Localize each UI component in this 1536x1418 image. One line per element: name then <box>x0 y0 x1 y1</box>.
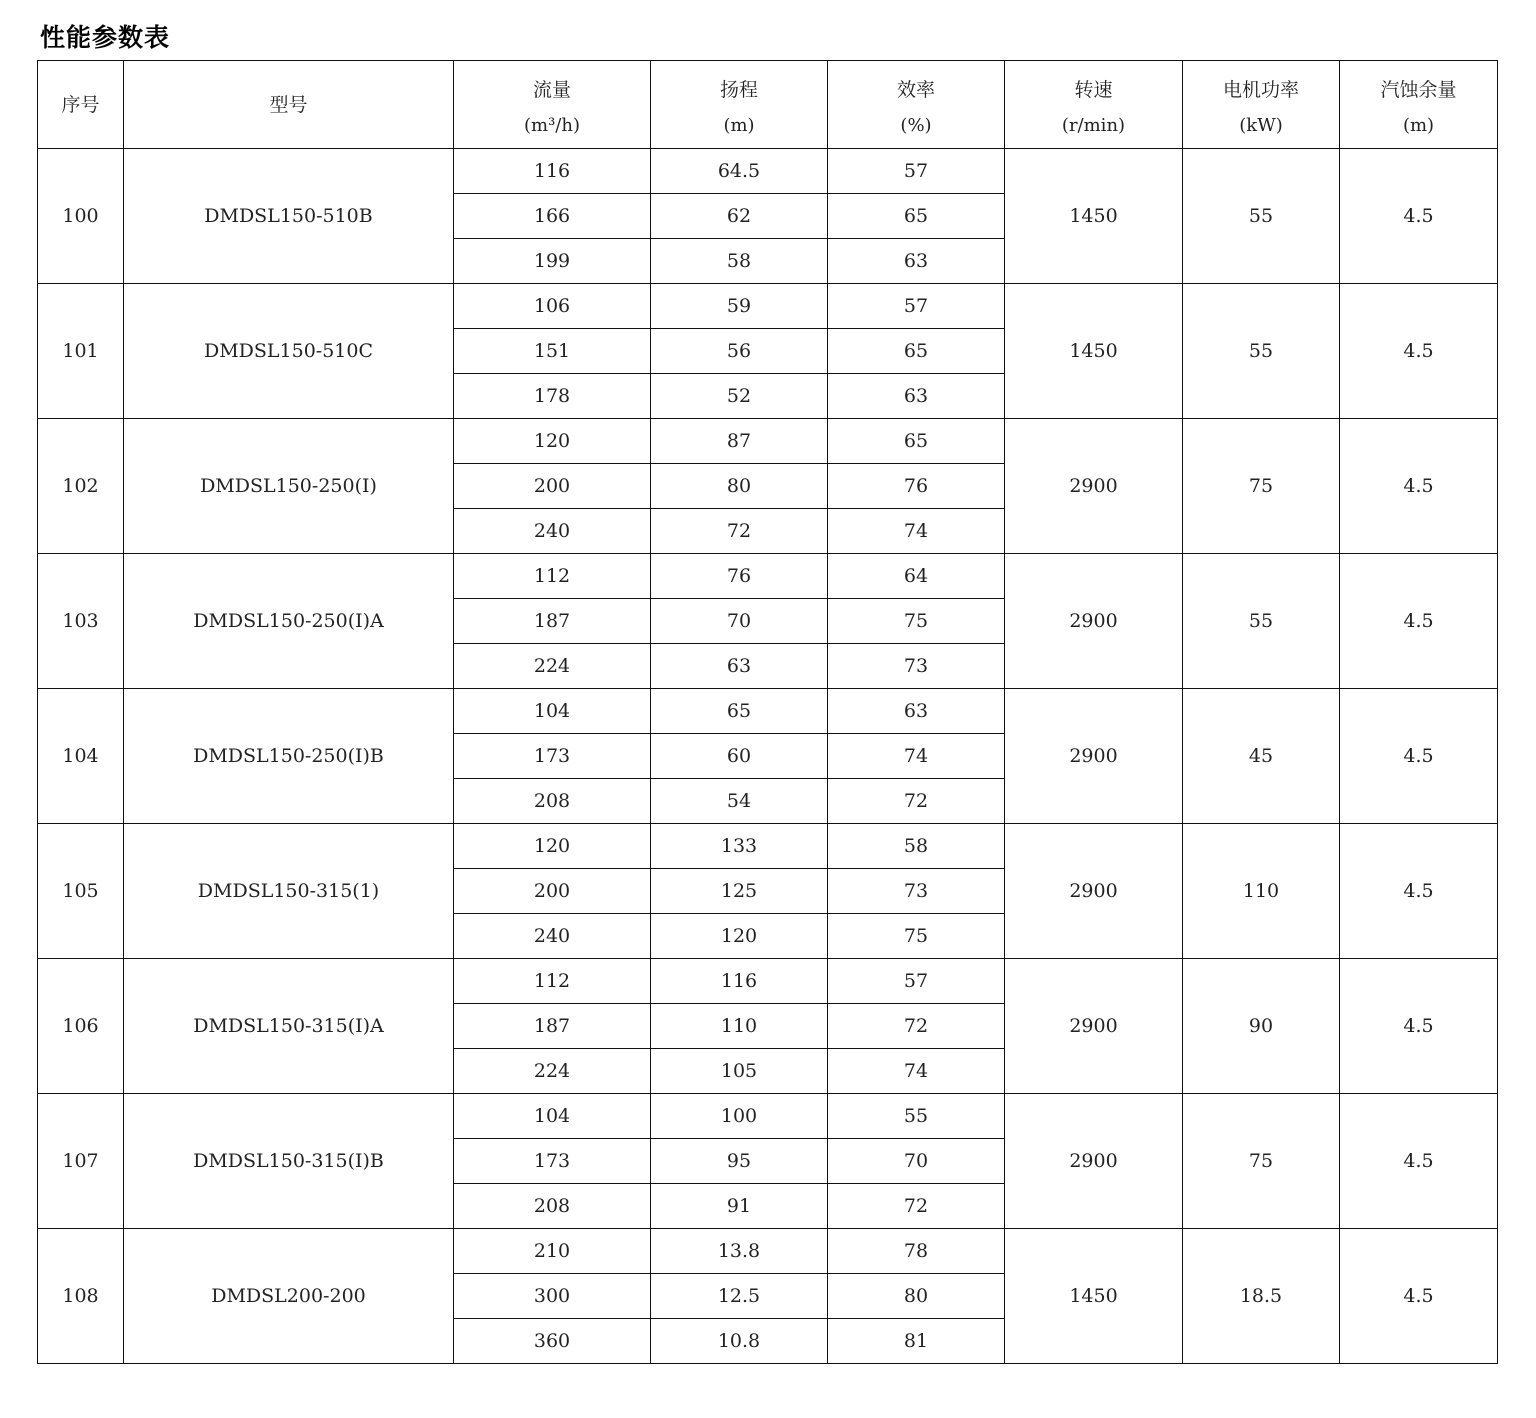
cell-efficiency: 63 <box>828 689 1005 734</box>
cell-power: 110 <box>1183 824 1340 959</box>
table-row <box>38 1094 1498 1139</box>
cell-speed: 2900 <box>1005 959 1183 1094</box>
cell-flow: 240 <box>454 914 651 959</box>
header-model <box>124 61 454 149</box>
table-row <box>38 284 1498 329</box>
table-row <box>38 959 1498 1004</box>
table-row <box>38 689 1498 734</box>
cell-npsh: 4.5 <box>1340 1229 1498 1364</box>
header-efficiency-unit: (%) <box>900 114 932 136</box>
cell-efficiency: 63 <box>828 374 1005 419</box>
table-row <box>38 554 1498 599</box>
table-header <box>38 61 1498 149</box>
cell-speed: 2900 <box>1005 689 1183 824</box>
cell-flow: 120 <box>454 824 651 869</box>
cell-efficiency: 76 <box>828 464 1005 509</box>
cell-no: 104 <box>38 689 124 824</box>
cell-efficiency: 64 <box>828 554 1005 599</box>
cell-head: 54 <box>651 779 828 824</box>
cell-efficiency: 72 <box>828 1184 1005 1229</box>
cell-npsh: 4.5 <box>1340 959 1498 1094</box>
cell-efficiency: 63 <box>828 239 1005 284</box>
cell-head: 87 <box>651 419 828 464</box>
cell-head: 62 <box>651 194 828 239</box>
cell-head: 120 <box>651 914 828 959</box>
cell-npsh: 4.5 <box>1340 689 1498 824</box>
cell-head: 72 <box>651 509 828 554</box>
cell-flow: 200 <box>454 464 651 509</box>
cell-head: 100 <box>651 1094 828 1139</box>
cell-efficiency: 78 <box>828 1229 1005 1274</box>
header-head-unit: (m) <box>723 114 755 136</box>
cell-efficiency: 57 <box>828 959 1005 1004</box>
cell-flow: 166 <box>454 194 651 239</box>
cell-flow: 200 <box>454 869 651 914</box>
cell-no: 106 <box>38 959 124 1094</box>
cell-efficiency: 80 <box>828 1274 1005 1319</box>
header-no <box>38 61 124 149</box>
cell-head: 52 <box>651 374 828 419</box>
header-npsh-unit: (m) <box>1402 114 1435 136</box>
cell-flow: 104 <box>454 1094 651 1139</box>
cell-efficiency: 65 <box>828 329 1005 374</box>
cell-power: 45 <box>1183 689 1340 824</box>
cell-flow: 112 <box>454 554 651 599</box>
cell-model: DMDSL150-250(I)B <box>124 689 454 824</box>
header-flow-label: 流量 <box>532 78 571 101</box>
cell-efficiency: 65 <box>828 419 1005 464</box>
cell-no: 105 <box>38 824 124 959</box>
cell-efficiency: 74 <box>828 509 1005 554</box>
table-row <box>38 1229 1498 1274</box>
table-row <box>38 149 1498 194</box>
cell-model: DMDSL150-250(I)A <box>124 554 454 689</box>
cell-flow: 224 <box>454 644 651 689</box>
cell-head: 116 <box>651 959 828 1004</box>
header-efficiency <box>828 61 1005 149</box>
cell-head: 76 <box>651 554 828 599</box>
cell-npsh: 4.5 <box>1340 1094 1498 1229</box>
cell-no: 103 <box>38 554 124 689</box>
cell-efficiency: 72 <box>828 1004 1005 1049</box>
cell-flow: 187 <box>454 1004 651 1049</box>
cell-npsh: 4.5 <box>1340 149 1498 284</box>
cell-efficiency: 70 <box>828 1139 1005 1184</box>
header-npsh <box>1340 61 1498 149</box>
header-power-label: 电机功率 <box>1222 78 1299 101</box>
cell-npsh: 4.5 <box>1340 554 1498 689</box>
header-power-unit: (kW) <box>1239 114 1283 136</box>
cell-no: 100 <box>38 149 124 284</box>
header-npsh-label: 汽蚀余量 <box>1380 78 1457 101</box>
header-model-label: 型号 <box>269 93 308 116</box>
cell-flow: 173 <box>454 734 651 779</box>
cell-head: 133 <box>651 824 828 869</box>
cell-power: 18.5 <box>1183 1229 1340 1364</box>
cell-head: 13.8 <box>651 1229 828 1274</box>
cell-flow: 208 <box>454 1184 651 1229</box>
cell-model: DMDSL200-200 <box>124 1229 454 1364</box>
cell-speed: 2900 <box>1005 1094 1183 1229</box>
cell-head: 65 <box>651 689 828 734</box>
cell-head: 10.8 <box>651 1319 828 1364</box>
cell-model: DMDSL150-510C <box>124 284 454 419</box>
cell-flow: 210 <box>454 1229 651 1274</box>
header-flow <box>454 61 651 149</box>
cell-flow: 199 <box>454 239 651 284</box>
cell-no: 102 <box>38 419 124 554</box>
cell-head: 59 <box>651 284 828 329</box>
cell-npsh: 4.5 <box>1340 824 1498 959</box>
cell-flow: 116 <box>454 149 651 194</box>
cell-speed: 2900 <box>1005 824 1183 959</box>
cell-no: 101 <box>38 284 124 419</box>
cell-efficiency: 57 <box>828 284 1005 329</box>
cell-power: 75 <box>1183 419 1340 554</box>
cell-speed: 1450 <box>1005 284 1183 419</box>
cell-flow: 106 <box>454 284 651 329</box>
cell-efficiency: 73 <box>828 644 1005 689</box>
cell-efficiency: 73 <box>828 869 1005 914</box>
cell-power: 55 <box>1183 284 1340 419</box>
cell-no: 107 <box>38 1094 124 1229</box>
cell-power: 75 <box>1183 1094 1340 1229</box>
cell-npsh: 4.5 <box>1340 284 1498 419</box>
cell-speed: 2900 <box>1005 419 1183 554</box>
header-speed-unit: (r/min) <box>1061 114 1126 136</box>
cell-npsh: 4.5 <box>1340 419 1498 554</box>
cell-head: 63 <box>651 644 828 689</box>
cell-speed: 1450 <box>1005 149 1183 284</box>
cell-efficiency: 65 <box>828 194 1005 239</box>
header-flow-unit: (m³/h) <box>524 114 580 136</box>
cell-head: 95 <box>651 1139 828 1184</box>
header-row <box>38 61 1498 149</box>
cell-speed: 2900 <box>1005 554 1183 689</box>
cell-head: 80 <box>651 464 828 509</box>
cell-flow: 151 <box>454 329 651 374</box>
cell-flow: 300 <box>454 1274 651 1319</box>
header-speed <box>1005 61 1183 149</box>
table-body <box>38 149 1498 1364</box>
header-efficiency-label: 效率 <box>896 78 935 101</box>
performance-table <box>37 60 1498 1364</box>
cell-head: 70 <box>651 599 828 644</box>
cell-flow: 178 <box>454 374 651 419</box>
cell-efficiency: 74 <box>828 734 1005 779</box>
cell-efficiency: 57 <box>828 149 1005 194</box>
cell-efficiency: 72 <box>828 779 1005 824</box>
cell-efficiency: 58 <box>828 824 1005 869</box>
table-row <box>38 419 1498 464</box>
cell-model: DMDSL150-315(I)A <box>124 959 454 1094</box>
cell-efficiency: 75 <box>828 599 1005 644</box>
cell-flow: 173 <box>454 1139 651 1184</box>
cell-head: 91 <box>651 1184 828 1229</box>
header-no-label: 序号 <box>61 93 100 116</box>
cell-flow: 208 <box>454 779 651 824</box>
cell-flow: 240 <box>454 509 651 554</box>
cell-power: 55 <box>1183 554 1340 689</box>
header-head <box>651 61 828 149</box>
cell-efficiency: 75 <box>828 914 1005 959</box>
header-power <box>1183 61 1340 149</box>
cell-power: 90 <box>1183 959 1340 1094</box>
cell-model: DMDSL150-315(I)B <box>124 1094 454 1229</box>
cell-head: 64.5 <box>651 149 828 194</box>
page-title: 性能参数表 <box>40 23 171 52</box>
cell-head: 56 <box>651 329 828 374</box>
cell-model: DMDSL150-315(1) <box>124 824 454 959</box>
cell-no: 108 <box>38 1229 124 1364</box>
cell-flow: 112 <box>454 959 651 1004</box>
cell-head: 12.5 <box>651 1274 828 1319</box>
cell-head: 105 <box>651 1049 828 1094</box>
cell-efficiency: 81 <box>828 1319 1005 1364</box>
cell-head: 60 <box>651 734 828 779</box>
cell-flow: 360 <box>454 1319 651 1364</box>
cell-model: DMDSL150-250(I) <box>124 419 454 554</box>
cell-flow: 104 <box>454 689 651 734</box>
cell-efficiency: 74 <box>828 1049 1005 1094</box>
header-speed-label: 转速 <box>1074 78 1113 101</box>
cell-flow: 120 <box>454 419 651 464</box>
cell-head: 125 <box>651 869 828 914</box>
cell-flow: 187 <box>454 599 651 644</box>
cell-speed: 1450 <box>1005 1229 1183 1364</box>
cell-power: 55 <box>1183 149 1340 284</box>
cell-efficiency: 55 <box>828 1094 1005 1139</box>
cell-head: 58 <box>651 239 828 284</box>
cell-model: DMDSL150-510B <box>124 149 454 284</box>
header-head-label: 扬程 <box>719 78 758 101</box>
cell-flow: 224 <box>454 1049 651 1094</box>
table-row <box>38 824 1498 869</box>
cell-head: 110 <box>651 1004 828 1049</box>
